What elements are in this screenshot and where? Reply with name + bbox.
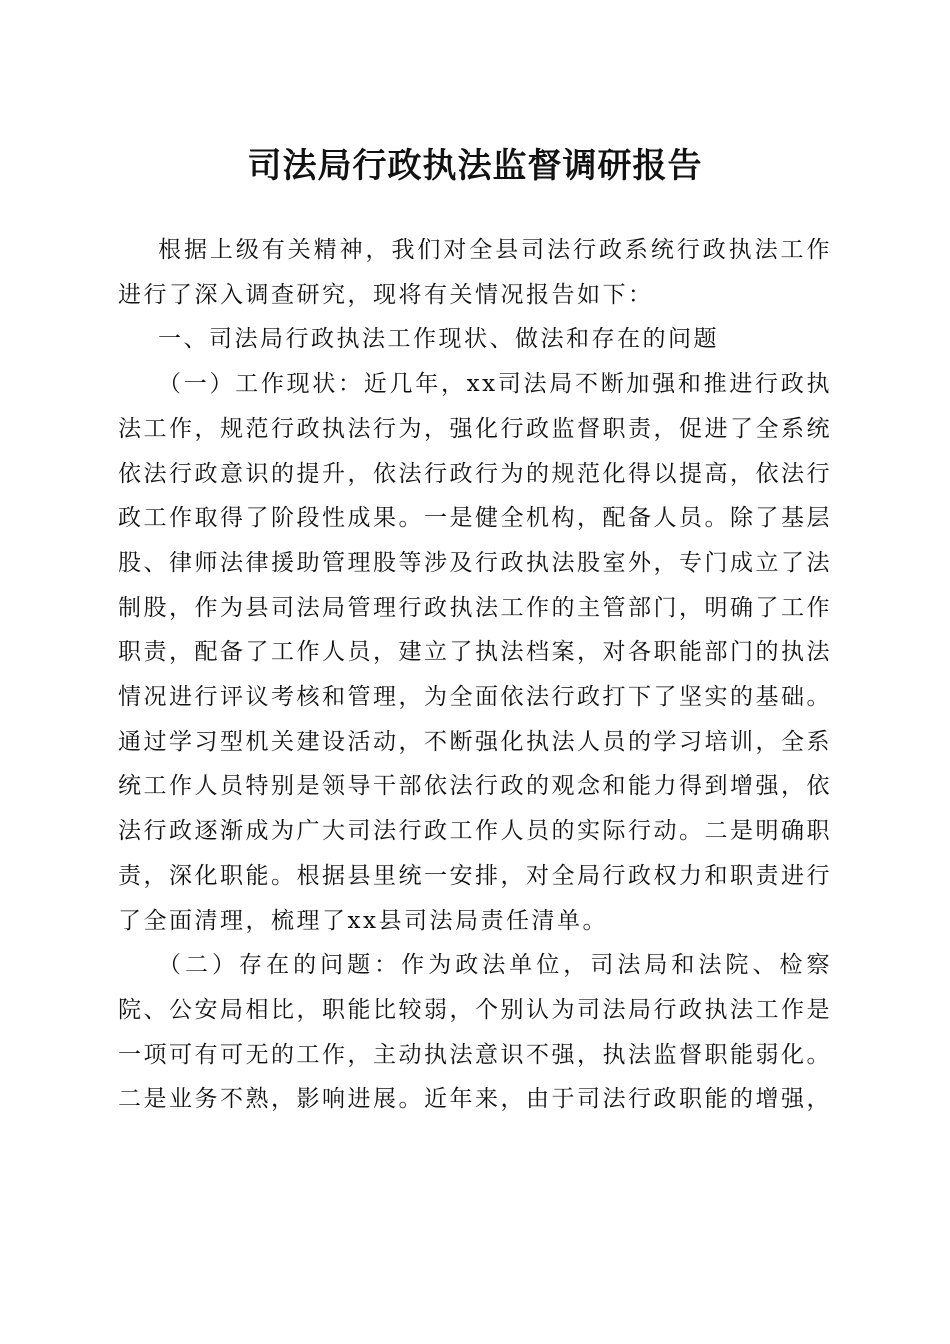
problems-paragraph: （二）存在的问题：作为政法单位，司法局和法院、检察院、公安局相比，职能比较弱，个别认为司法局行政执法工作是一项可有可无的工作，主动执法意识不强，执法监督职能弱化。二是业务不熟，影响进展。近年来，由于司法行政职能的增强，: [118, 952, 832, 1113]
document-title: 司法局行政执法监督调研报告: [247, 146, 703, 186]
status-paragraph: （一）工作现状：近几年，xx司法局不断加强和推进行政执法工作，规范行政执法行为，强化行政监督职责，促进了全系统依法行政意识的提升，依法行政行为的规范化得以提高，依法行政工作取得了阶段性成果。一是健全机构，配备人员。除了基层股、律师法律援助管理股等涉及行政执法股室外，专门成立了法制股，作为县司法局管理行政执法工作的主管部门，明确了工作职责，配备了工作人员，建立了执法档案，对各职能部门的执法情况进行评议考核和管理，为全面依法行政打下了坚实的基础。通过学习型机关建设活动，不断强化执法人员的学习培训，全系统工作人员特别是领导干部依法行政的观念和能力得到增强，依法行政逐渐成为广大司法行政工作人员的实际行动。二是明确职责，深化职能。根据县里统一安排，对全局行政权力和职责进行了全面清理，梳理了xx县司法局责任清单。: [118, 371, 832, 934]
section-heading: 一、司法局行政执法工作现状、做法和存在的问题: [158, 326, 719, 353]
document-body: [118, 228, 832, 1122]
intro-paragraph: 根据上级有关精神，我们对全县司法行政系统行政执法工作进行了深入调查研究，现将有关情况报告如下：: [118, 237, 832, 308]
